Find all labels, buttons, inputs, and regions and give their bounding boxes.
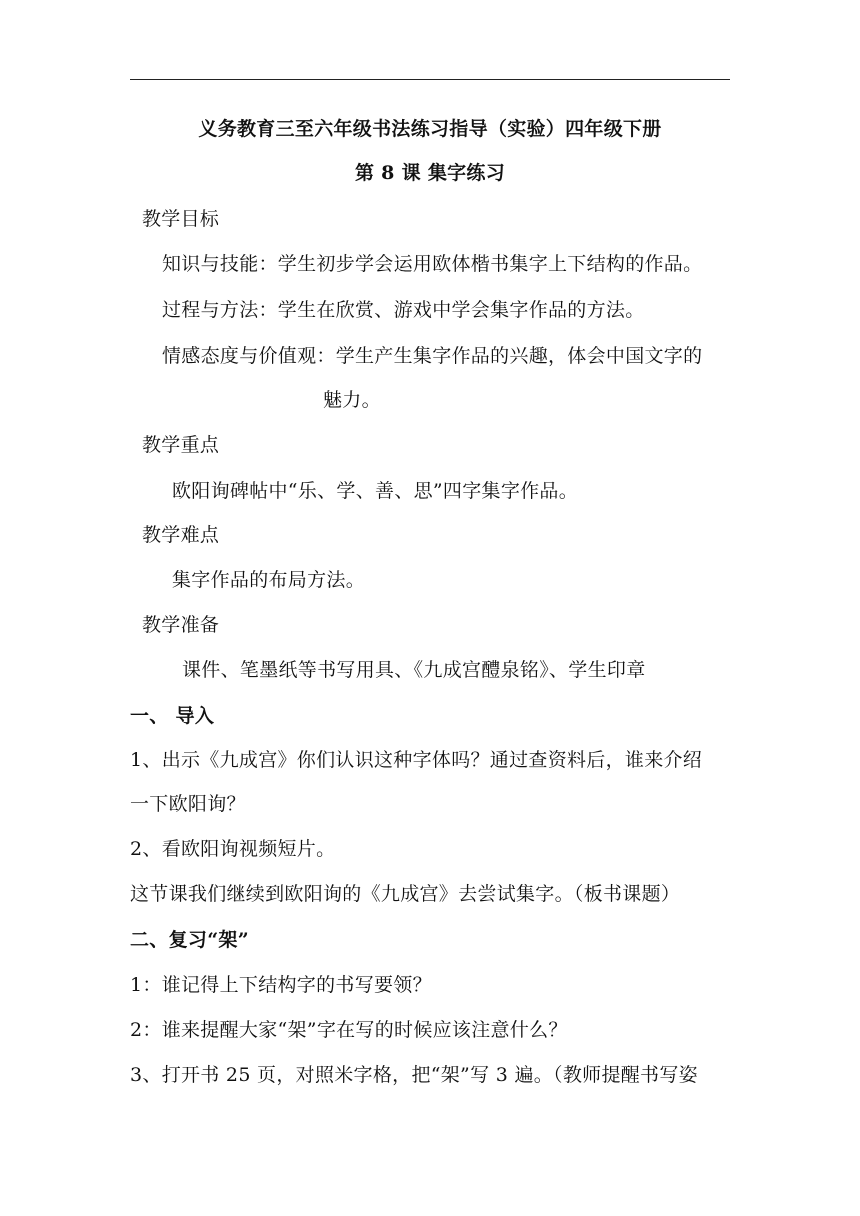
part2-heading: 二、复习“架” bbox=[130, 929, 249, 951]
goal-emotion-continued: 魅力。 bbox=[323, 389, 381, 411]
lesson-title: 第 8 课 集字练习 bbox=[354, 162, 506, 184]
goals-heading: 教学目标 bbox=[142, 208, 220, 230]
goal-emotion: 情感态度与价值观：学生产生集字作品的兴趣，体会中国文字的 bbox=[162, 345, 703, 367]
part2-item2: 2：谁来提醒大家“架”字在写的时候应该注意什么？ bbox=[130, 1019, 568, 1041]
part1-item1-line2: 一下欧阳询？ bbox=[130, 793, 246, 815]
part2-item1: 1：谁记得上下结构字的书写要领？ bbox=[130, 974, 432, 996]
key-text: 欧阳询碑帖中“乐、学、善、思”四字集字作品。 bbox=[172, 480, 579, 502]
document-title: 义务教育三至六年级书法练习指导（实验）四年级下册 bbox=[198, 118, 662, 140]
prep-heading: 教学准备 bbox=[142, 614, 220, 636]
part1-summary: 这节课我们继续到欧阳询的《九成宫》去尝试集字。（板书课题） bbox=[130, 883, 681, 905]
difficulty-text: 集字作品的布局方法。 bbox=[172, 569, 366, 591]
goal-process: 过程与方法：学生在欣赏、游戏中学会集字作品的方法。 bbox=[162, 299, 645, 321]
part1-item1-line1: 1、出示《九成宫》你们认识这种字体吗？通过查资料后，谁来介绍 bbox=[130, 749, 703, 771]
prep-text: 课件、笔墨纸等书写用具、《九成宫醴泉铭》、学生印章 bbox=[182, 659, 646, 681]
part2-item3: 3、打开书 25 页，对照米字格，把“架”写 3 遍。（教师提醒书写姿 bbox=[130, 1064, 698, 1086]
part1-item2: 2、看欧阳询视频短片。 bbox=[130, 838, 336, 860]
key-heading: 教学重点 bbox=[142, 434, 220, 456]
header-rule bbox=[130, 79, 730, 80]
part1-heading: 一、 导入 bbox=[130, 705, 215, 727]
difficulty-heading: 教学难点 bbox=[142, 524, 220, 546]
goal-knowledge: 知识与技能：学生初步学会运用欧体楷书集字上下结构的作品。 bbox=[162, 253, 703, 275]
